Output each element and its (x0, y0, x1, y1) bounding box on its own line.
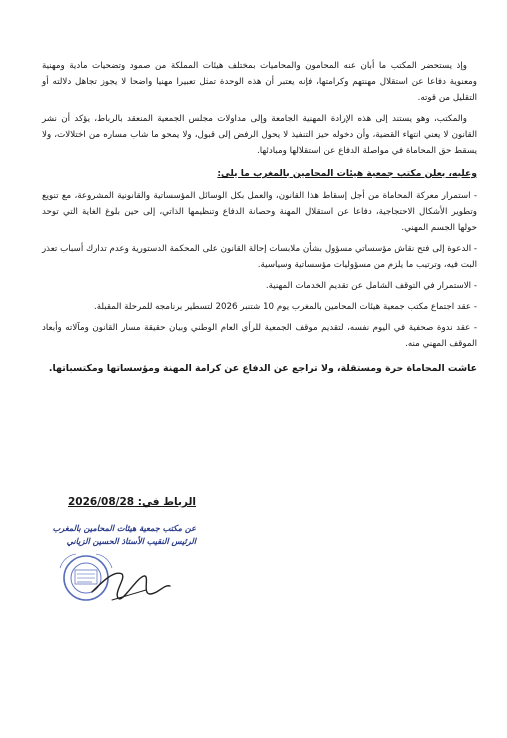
list-item-3: - الاستمرار في التوقف الشامل عن تقديم الخدمات المهنية. (265, 281, 477, 291)
official-stamp (52, 548, 182, 622)
stamp-and-signature-icon (52, 548, 182, 618)
list-item-4: - عقد اجتماع مكتب جمعية هيئات المحامين بالمغرب يوم 10 شتنبر 2026 لتسطير برنامجه للمرحلة المقبلة. (93, 302, 477, 312)
body-paragraph-2: والمكتب، وهو يستند إلى هذه الإرادة المهنية الجامعة وإلى مداولات مجلس الجمعية المنعقد بالرباط، يؤكد أن نشر القانون لا يعني انتهاء القضية، وأن دخوله حيز التنفيذ لا يحول الرفض إلى قبول، ولا يمحو ما شاب مساره من اختلالات، ولا يسقط حق المحاماة في مواصلة الدفاع عن استقلالها ومبادئها. (42, 114, 477, 156)
president-line: الرئيس النقيب الأستاذ الحسين الزياني (66, 536, 196, 546)
signature-block (46, 496, 196, 548)
closing-statement: عاشت المحاماة حرة ومستقلة، ولا تراجع عن الدفاع عن كرامة المهنة ومؤسساتها ومكتسباتها. (48, 363, 477, 374)
place-date: الرباط في: 2026/08/28 (68, 496, 196, 508)
section-heading: وعليه، يعلن مكتب جمعية هيئات المحامين بالمغرب ما يلي: (217, 168, 477, 179)
list-item-1: - استمرار معركة المحاماة من أجل إسقاط هذا القانون، والعمل بكل الوسائل المؤسساتية والقانونية المشروعة، مع تنويع وتطوير الأشكال الاحتجاجية، دفاعا عن استقلال المهنة وحصانة الدفاع وتنظيمها الذاتي، إلى حين بلوغ الغاية التي توحد حولها الجسم المهني. (42, 191, 477, 233)
list-item-5: - عقد ندوة صحفية في اليوم نفسه، لتقديم موقف الجمعية للرأي العام الوطني وبيان حقيقة مسار القانون ومآلاته وأبعاد الموقف المهني منه. (42, 323, 477, 349)
list-item-2: - الدعوة إلى فتح نقاش مؤسساتي مسؤول بشأن ملابسات إحالة القانون على المحكمة الدستورية وعدم تدارك أسباب تعذر البت فيه، وترتيب ما يلزم من مسؤوليات مؤسساتية وسياسية. (41, 244, 477, 270)
on-behalf-line: عن مكتب جمعية هيئات المحامين بالمغرب (52, 523, 196, 533)
body-paragraph-1: وإذ يستحضر المكتب ما أبان عنه المحامون والمحاميات بمختلف هيئات المملكة من صمود وتضحيات مادية ومهنية ومعنوية دفاعا عن استقلال مهنتهم وكرامتها، فإنه يعتبر أن هذه الوحدة تمثل تعبيرا مهنيا واضحا لا يجوز تجاهل دلالته أو التقليل من قوته. (42, 61, 477, 103)
